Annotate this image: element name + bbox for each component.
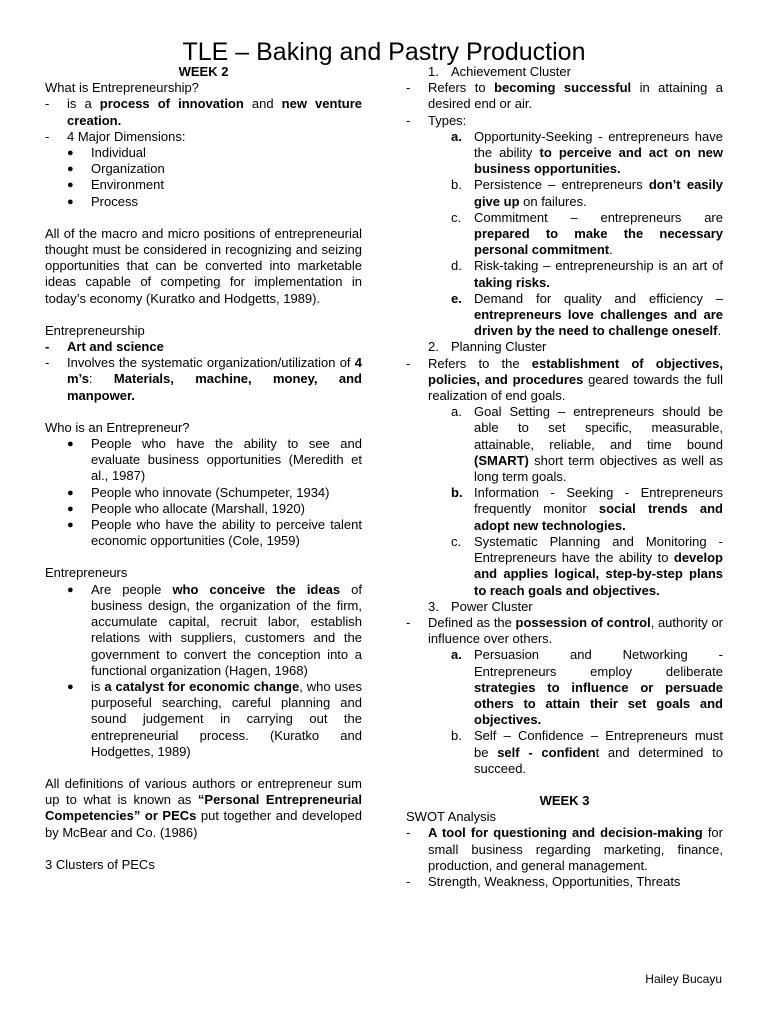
cluster-heading: 3. Power Cluster [428,598,533,614]
left-column [45,64,362,873]
list-item: b. Persistence – entrepreneurs don’t easily give up on failures. [451,177,723,209]
list-item: ● People who have the ability to see and evaluate business opportunities (Meredith et al., 1987) [67,436,362,484]
paragraph-macro-micro: All of the macro and micro positions of entrepreneurial thought must be considered in recognizing and seizing opportunities that can be converted into marketable ideas capable of competing for implementation in today’s economy (Kuratko and Hodgetts, 1989). [45,225,362,306]
dimension-item: ● Process [67,193,138,209]
paragraph-pecs: All definitions of various authors or entrepreneur sum up to what is known as “Personal Entrepreneurial Competencies” or PECs put together and developed by McBear and Co. (1986) [45,775,362,840]
list-item: a. Goal Setting – entrepreneurs should be able to set specific, measurable, attainable, reliable, and time bound (SMART) short term objectives as well as long term goals. [451,404,723,485]
dimension-item: ● Environment [67,177,164,193]
list-item: - Strength, Weakness, Opportunities, Threats [406,873,681,889]
list-item: c. Systematic Planning and Monitoring - Entrepreneurs have the ability to develop and applies logical, step-by-step plans to reach goals and objectives. [451,533,723,598]
list-item: - is a process of innovation and new venture creation. [45,96,362,128]
heading-entrepreneurs: Entrepreneurs [45,565,128,581]
list-item: d. Risk-taking – entrepreneurship is an art of taking risks. [451,258,723,290]
list-item: c. Commitment – entrepreneurs are prepared to make the necessary personal commitment. [451,209,723,258]
dimension-item: ● Organization [67,161,165,177]
week2-heading: WEEK 2 [178,64,229,79]
list-item: a. Opportunity-Seeking - entrepreneurs have the ability to perceive and act on new business opportunities. [451,128,723,177]
question-what-is-entrepreneurship: What is Entrepreneurship? [45,80,199,96]
list-item: e. Demand for quality and efficiency – entrepreneurs love challenges and are driven by the need to challenge oneself. [451,290,723,339]
heading-swot: SWOT Analysis [406,809,497,825]
list-item: - Defined as the possession of control, authority or influence over others. [406,614,724,647]
list-item: ● Are people who conceive the ideas of business design, the organization of the firm, accumulate capital, recruit labor, establish relations with suppliers, customers and the government to convert the conception into a functional organization (Hagen, 1968) [67,581,362,678]
week3-heading: WEEK 3 [539,792,590,808]
heading-entrepreneurship: Entrepreneurship [45,322,145,338]
list-item: - Refers to becoming successful in attaining a desired end or air. [406,80,723,112]
dimension-item: ● Individual [67,145,146,161]
list-item: - Art and science [45,339,164,355]
list-item: ● People who have the ability to perceive talent economic opportunities (Cole, 1959) [67,517,362,549]
list-item: - 4 Major Dimensions: [45,128,186,144]
list-item: - Involves the systematic organization/utilization of 4 m’s: Materials, machine, money, and manpower. [45,355,362,403]
heading-clusters: 3 Clusters of PECs [45,856,155,872]
question-who-is-entrepreneur: Who is an Entrepreneur? [45,419,190,435]
list-item: ● is a catalyst for economic change, who uses purposeful searching, careful planning and sound judgement in carrying out the entrepreneurial process. (Kuratko and Hodgettes, 1989) [67,678,362,759]
author-footer: Hailey Bucayu [645,972,722,986]
list-item: b. Self – Confidence – Entrepreneurs must be self - confident and determined to succeed. [451,728,723,776]
page-title: TLE – Baking and Pastry Production [182,38,586,66]
cluster-heading: 1. Achievement Cluster [428,64,571,79]
right-column [406,64,723,890]
list-item: - A tool for questioning and decision-making for small business regarding marketing, finance, production, and general management. [406,825,723,873]
list-item: ● People who allocate (Marshall, 1920) [67,500,305,516]
list-item: - Types: [406,112,467,128]
cluster-heading: 2. Planning Cluster [428,339,547,355]
list-item: - Refers to the establishment of objectives, policies, and procedures geared towards the full realization of end goals. [406,355,723,404]
list-item: b. Information - Seeking - Entrepreneurs frequently monitor social trends and adopt new technologies. [451,485,723,533]
list-item: ● People who innovate (Schumpeter, 1934) [67,484,330,500]
list-item: a. Persuasion and Networking - Entrepreneurs employ deliberate strategies to influence or persuade others to attain their set goals and objectives. [451,647,723,728]
